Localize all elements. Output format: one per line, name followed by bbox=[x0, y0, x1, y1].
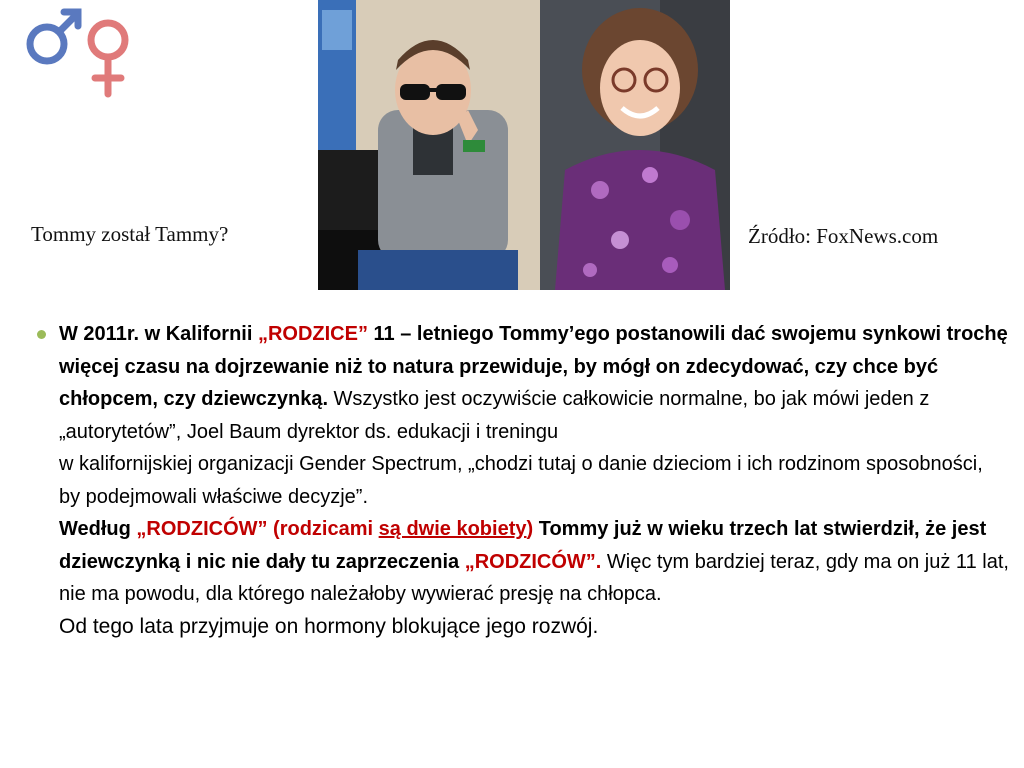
caption-left: Tommy został Tammy? bbox=[31, 222, 229, 246]
p3-link[interactable]: są dwie kobiety bbox=[378, 518, 527, 540]
male-symbol-icon bbox=[30, 12, 78, 61]
main-text bbox=[59, 318, 1009, 643]
bullet-icon bbox=[37, 330, 46, 339]
photo-girl bbox=[540, 0, 730, 290]
paragraph-3 bbox=[59, 513, 1009, 611]
female-symbol-icon bbox=[91, 23, 125, 94]
caption-source: Źródło: FoxNews.com bbox=[748, 224, 939, 248]
p3-d: ) bbox=[526, 518, 534, 540]
paragraph-1 bbox=[59, 318, 1009, 448]
p3-f: „RODZICÓW”. bbox=[464, 550, 602, 573]
paragraph-2: w kalifornijskiej organizacji Gender Spectrum, „chodzi tutaj o danie dzieciom i ich rodzinom sposobności, by podejmowali właściwe decyzje”. bbox=[59, 453, 983, 508]
photo-boy bbox=[318, 0, 540, 290]
paragraph-4: Od tego lata przyjmuje on hormony blokujące jego rozwój. bbox=[59, 614, 599, 638]
gender-symbols-icon bbox=[12, 2, 137, 102]
p3-e: Tommy już w wieku trzech lat stwierdził, że jest dziewczynką i nic nie dały tu zaprzeczenia bbox=[59, 518, 987, 573]
p1-b: „RODZICE” bbox=[257, 323, 368, 345]
p1-a: W 2011r. w Kalifornii bbox=[59, 323, 258, 345]
p1-d: Wszystko jest oczywiście całkowicie normalne, bo jak mówi jeden z „autorytetów”, Joel Baum dyrektor ds. edukacji i treningu bbox=[59, 388, 930, 443]
p3-b: „RODZICÓW” (rodzicami bbox=[136, 518, 379, 540]
p1-c: 11 – letniego Tommy’ego postanowili dać swojemu synkowi trochę więcej czasu na dojrzewanie niż to natura przewiduje, by mógł on zdecydować, czy chce być chłopcem, czy dziewczynką. bbox=[59, 323, 1008, 410]
p3-a: Według bbox=[59, 518, 137, 540]
p3-g: Więc tym bardziej teraz, gdy ma on już 11 lat, nie ma powodu, dla którego należałoby wywierać presję na chłopca. bbox=[59, 550, 1009, 605]
